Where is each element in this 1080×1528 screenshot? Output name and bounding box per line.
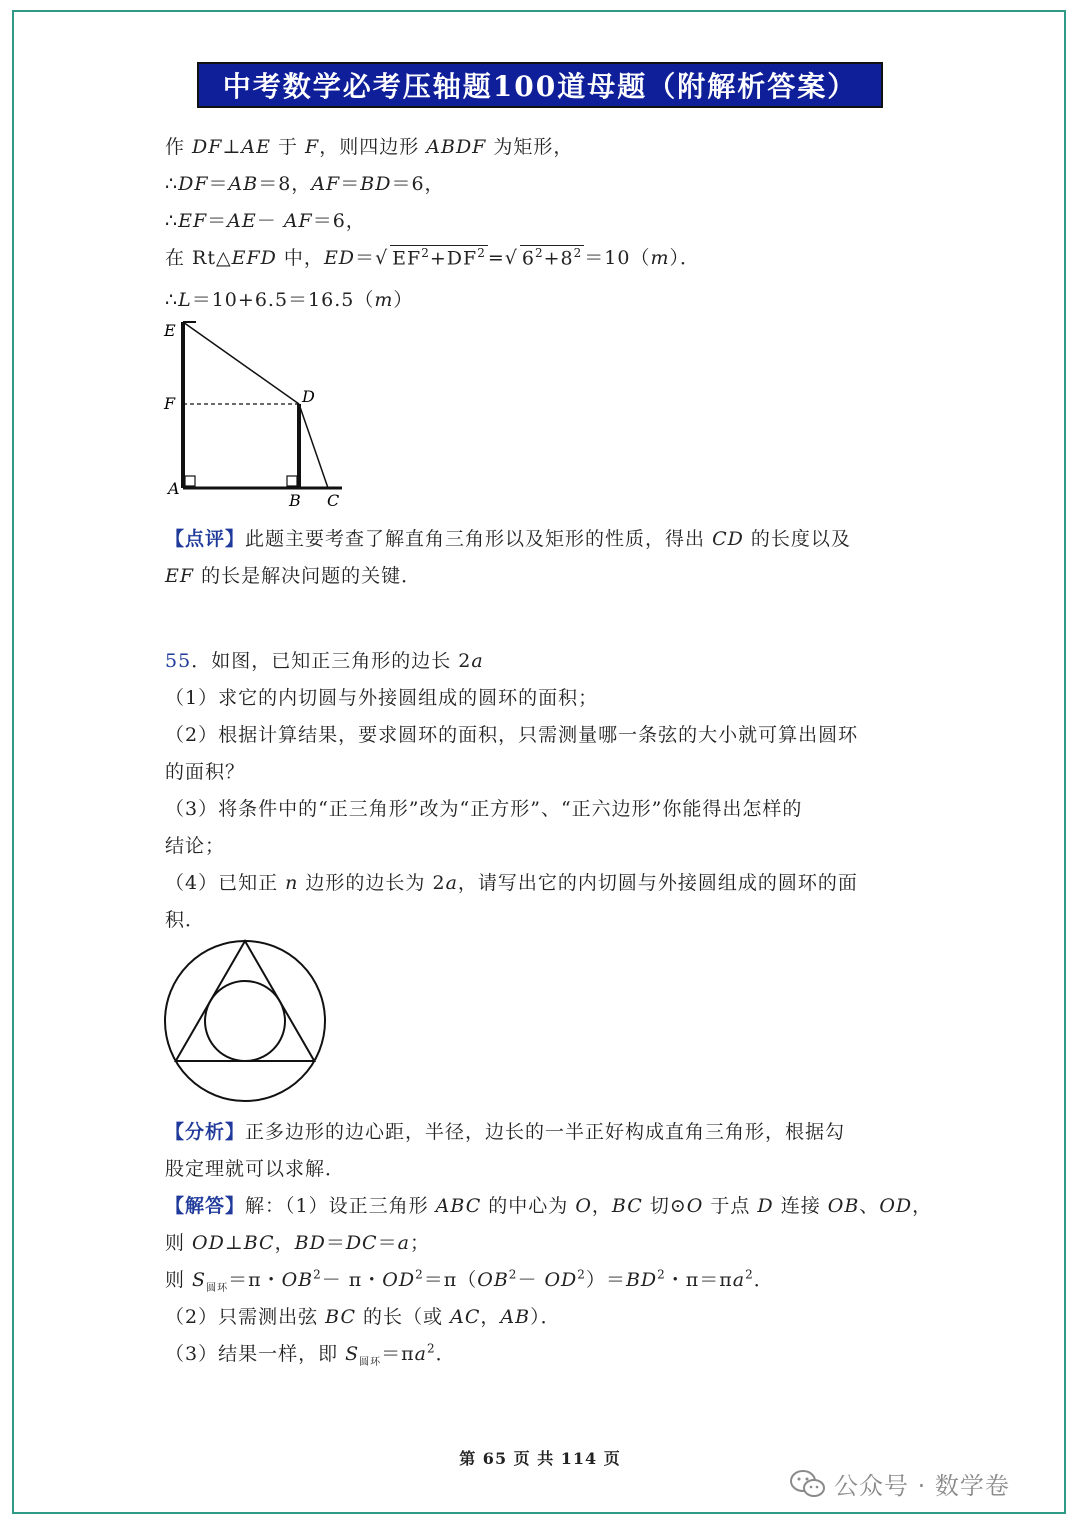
solution-line-1: 作 DF⊥AE 于 F，则四边形 ABDF 为矩形， <box>165 136 574 158</box>
problem-q2-line2: 的面积？ <box>165 761 246 783</box>
rectangle-figure <box>160 316 360 516</box>
analysis-line-1: 【分析】正多边形的边心距，半径，边长的一半正好构成直角三角形，根据勾 <box>165 1121 846 1143</box>
page-title: 中考数学必考压轴题100道母题（附解析答案） <box>222 70 858 103</box>
ring-triangle-figure <box>160 936 330 1106</box>
page-number: 第 65 页 共 114 页 <box>459 1449 621 1468</box>
answer-line-3: 则 $S_{圆环}=\pi$・$OB^2- \pi$・$OD^2=\pi(OB^2- OD^2)=BD^2$・$\pi=\pi a^2$． <box>165 1267 774 1294</box>
solution-line-2: ∴DF＝AB＝8，AF＝BD＝6， <box>165 173 445 195</box>
sqrt-6-8: $6^2+8^2$ <box>521 245 583 269</box>
solution-line-5: ∴L＝10+6.5＝16.5（m） <box>165 289 414 311</box>
comment-tag: 【点评】 <box>165 528 246 550</box>
analysis-tag: 【分析】 <box>165 1121 246 1143</box>
label-B: B <box>289 491 301 510</box>
label-D: D <box>302 387 315 406</box>
analysis-line-2: 股定理就可以求解． <box>165 1158 346 1180</box>
problem-intro: 55．如图，已知正三角形的边长 2a <box>165 650 484 672</box>
answer-line-5: （3）结果一样，即 $S_{圆环}=\pi a^2$． <box>165 1341 456 1368</box>
label-E: E <box>164 321 176 340</box>
comment-line-1: 【点评】此题主要考查了解直角三角形以及矩形的性质，得出 CD 的长度以及 <box>165 528 851 550</box>
problem-q1: （1）求它的内切圆与外接圆组成的圆环的面积； <box>165 687 599 709</box>
watermark-text: 公众号 · 数学卷 <box>834 1472 1010 1500</box>
label-A: A <box>168 479 180 498</box>
sqrt-ef-df: $EF^2+DF^2$ <box>392 245 486 269</box>
page-title-banner <box>197 62 883 108</box>
label-F: F <box>164 394 176 413</box>
answer-line-4: （2）只需测出弦 BC 的长（或 AC，AB）． <box>165 1306 561 1328</box>
problem-q3-line1: （3）将条件中的“正三角形”改为“正方形”、“正六边形”你能得出怎样的 <box>165 798 803 820</box>
problem-number: 55 <box>165 650 192 672</box>
problem-q3-line2: 结论； <box>165 835 226 857</box>
answer-line-2: 则 OD⊥BC，BD＝DC＝a； <box>165 1232 430 1254</box>
problem-q4-line1: （4）已知正 n 边形的边长为 2a，请写出它的内切圆与外接圆组成的圆环的面 <box>165 872 858 894</box>
label-C: C <box>327 491 340 510</box>
answer-line-1: 【解答】解：（1）设正三角形 ABC 的中心为 O，BC 切⊙O 于点 D 连接 OB、OD， <box>165 1195 933 1217</box>
problem-q4-line2: 积． <box>165 909 206 931</box>
wechat-watermark <box>790 1466 1010 1501</box>
answer-tag: 【解答】 <box>165 1195 246 1217</box>
solution-line-3: ∴EF＝AE－ AF＝6， <box>165 210 366 232</box>
solution-line-4: 在 Rt△EFD 中，ED＝√ $EF^2+DF^2$ =√ $6^2+8^2 =10(m)$． <box>165 245 701 269</box>
wechat-icon <box>790 1469 826 1499</box>
comment-line-2: EF 的长是解决问题的关键． <box>165 565 422 587</box>
problem-q2-line1: （2）根据计算结果，要求圆环的面积，只需测量哪一条弦的大小就可算出圆环 <box>165 724 859 746</box>
